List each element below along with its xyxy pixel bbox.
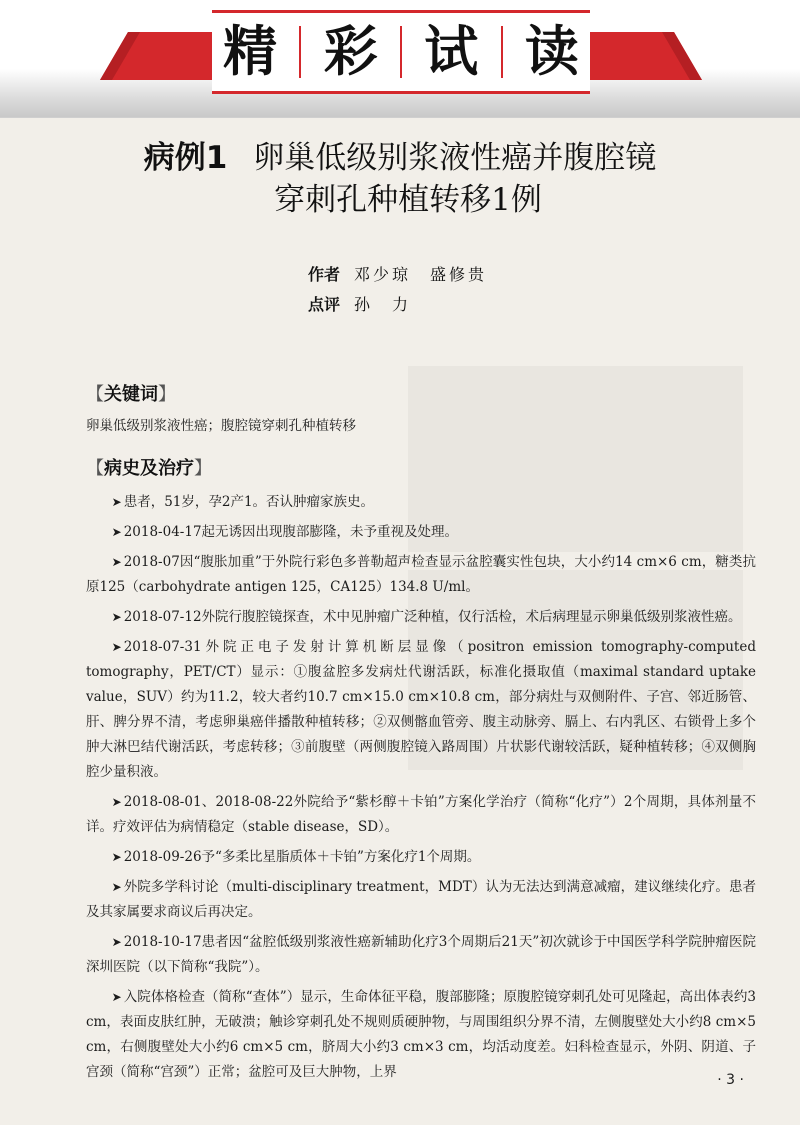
keywords-text bbox=[86, 414, 756, 444]
history-paragraph: ➤ 2018-08-01、2018-08-22外院给予“紫杉醇＋卡铂”方案化学治疗（简称“化疗”）2个周期，具体剂量不详。疗效评估为病情稳定（stable disease，SD）。 bbox=[86, 794, 756, 835]
author-role: 作者 bbox=[308, 265, 341, 284]
header-banner bbox=[0, 0, 800, 118]
history-paragraph: ➤ 患者，51岁，孕2产1。否认肿瘤家族史。 bbox=[111, 494, 375, 510]
keywords-body: 卵巢低级别浆液性癌；腹腔镜穿刺孔种植转移 bbox=[86, 418, 356, 434]
history-heading: 【病史及治疗】 bbox=[86, 458, 212, 479]
reviewer-line bbox=[308, 292, 411, 315]
history-paragraph: ➤ 2018-07-31外院正电子发射计算机断层显像（positron emission tomography-computed tomography，PET/CT）显示：①腹盆腔多发病灶代谢活跃，标准化摄取值（maximal standard uptake value，SUV）约为11.2，较大者约10.7 cm×15.0 cm×10.8 cm，部分病灶与双侧附件、子宫、邻近肠管、肝、脾分界不清，考虑卵巢癌伴播散种植转移；②双侧髂血管旁、腹主动脉旁、膈上、右内乳区、右锁骨上多个肿大淋巴结代谢活跃，考虑转移；③前腹壁（两侧腹腔镜入路周围）片状影代谢较活跃，疑种植转移；④双侧胸腔少量积液。 bbox=[86, 639, 756, 780]
banner-title bbox=[212, 10, 590, 94]
banner-char: 试 bbox=[424, 20, 479, 83]
reviewer-name: 孙 力 bbox=[354, 295, 412, 314]
history-paragraph: ➤ 外院多学科讨论（multi-disciplinary treatment，MDT）认为无法达到满意减瘤，建议继续化疗。患者及其家属要求商议后再决定。 bbox=[86, 879, 756, 920]
title-text: 卵巢低级别浆液性癌并腹腔镜 bbox=[253, 140, 657, 176]
article-title-line2 bbox=[0, 180, 800, 220]
history-paragraph: ➤ 2018-07-12外院行腹腔镜探查，术中见肿瘤广泛种植，仅行活检，术后病理显示卵巢低级别浆液性癌。 bbox=[111, 609, 742, 625]
history-paragraph: ➤ 入院体格检查（简称“查体”）显示，生命体征平稳，腹部膨隆；原腹腔镜穿刺孔处可见隆起，高出体表约3 cm，表面皮肤红肿，无破溃；触诊穿刺孔处不规则质硬肿物，与周围组织分界不清，左侧腹壁处大小约8 cm×5 cm，右侧腹壁处大小约6 cm×5 cm，脐周大小约3 cm×3 cm，均活动度差。妇科检查显示，外阴、阴道、子宫颈（简称“宫颈”）正常；盆腔可及巨大肿物，上界 bbox=[86, 989, 756, 1080]
history-paragraph: ➤ 2018-04-17起无诱因出现腹部膨隆，未予重视及处理。 bbox=[111, 524, 459, 540]
author-names: 邓少琼 盛修贵 bbox=[354, 265, 488, 284]
article-title-line1 bbox=[0, 138, 800, 178]
title-text: 穿刺孔种植转移1例 bbox=[274, 182, 542, 218]
reviewer-role: 点评 bbox=[308, 295, 341, 314]
author-line bbox=[308, 262, 487, 285]
page-number: · 3 · bbox=[717, 1072, 744, 1088]
history-paragraph: ➤ 2018-07因“腹胀加重”于外院行彩色多普勒超声检查显示盆腔囊实性包块，大小约14 cm×6 cm，糖类抗原125（carbohydrate antigen 125，CA125）134.8 U/ml。 bbox=[86, 554, 756, 595]
banner-char: 彩 bbox=[323, 20, 378, 83]
history-body bbox=[86, 490, 756, 1090]
keywords-heading: 【关键词】 bbox=[86, 384, 176, 405]
case-label: 病例1 bbox=[143, 140, 228, 176]
banner-char: 精 bbox=[223, 20, 278, 83]
history-paragraph: ➤ 2018-10-17患者因“盆腔低级别浆液性癌新辅助化疗3个周期后21天”初次就诊于中国医学科学院肿瘤医院深圳医院（以下简称“我院”）。 bbox=[86, 934, 756, 975]
banner-char: 读 bbox=[524, 20, 579, 83]
history-paragraph: ➤ 2018-09-26予“多柔比星脂质体＋卡铂”方案化疗1个周期。 bbox=[111, 849, 481, 865]
